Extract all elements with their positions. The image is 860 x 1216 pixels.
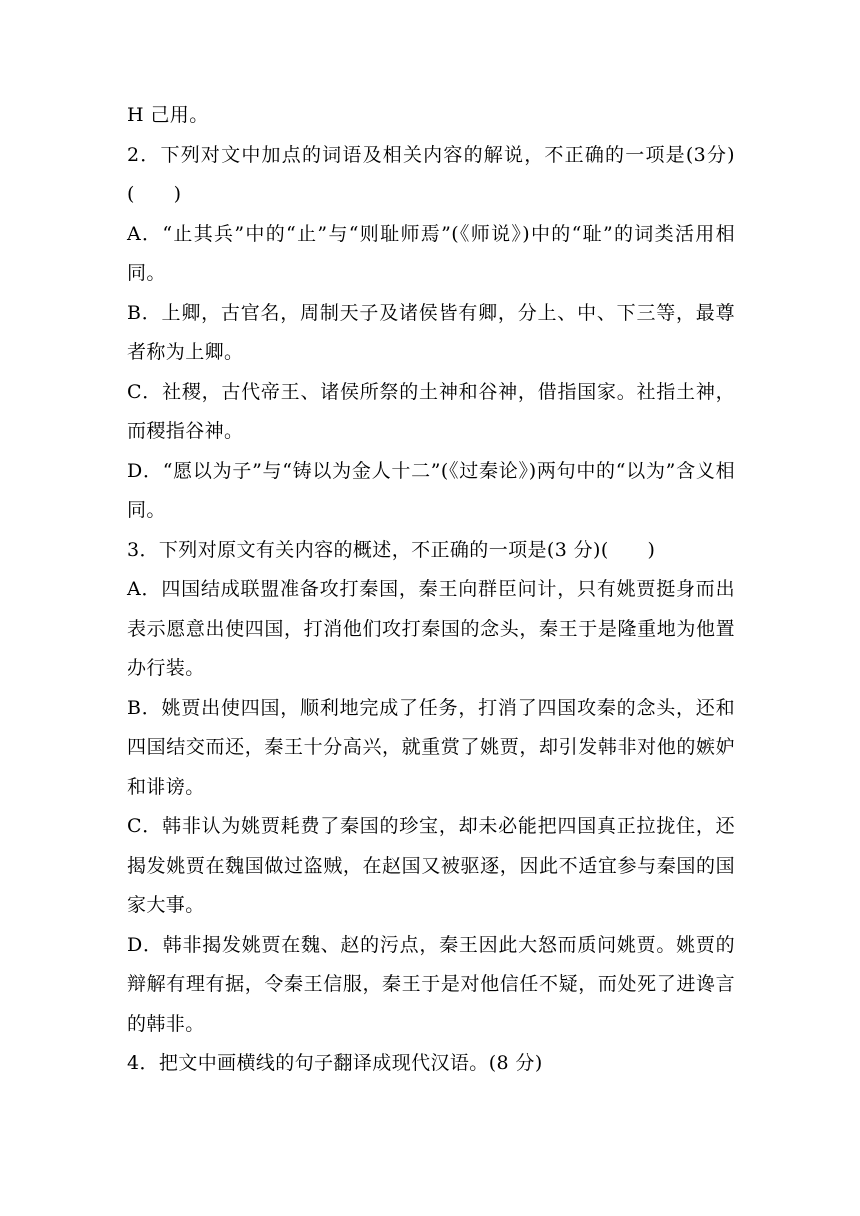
question-3-option-c: C．韩非认为姚贾耗费了秦国的珍宝，却未必能把四国真正拉拢住，还揭发姚贾在魏国做过盗贼，在赵国又被驱逐，因此不适宜参与秦国的国家大事。 [127,815,735,916]
question-2-option-c: C．社稷，古代帝王、诸侯所祭的土神和谷神，借指国家。社指土神，而稷指谷神。 [127,380,735,442]
question-3-option-b: B．姚贾出使四国，顺利地完成了任务，打消了四国攻秦的念头，还和四国结交而还，秦王十分高兴，就重赏了姚贾，却引发韩非对他的嫉妒和诽谤。 [127,696,735,798]
question-2-option-d: D．“愿以为子”与“铸以为金人十二”(《过秦论》)两句中的“以为”含义相同。 [127,459,735,521]
question-2: 2．下列对文中加点的词语及相关内容的解说，不正确的一项是(3分)( ) [127,143,735,205]
question-3-option-a: A．四国结成联盟准备攻打秦国，秦王向群臣问计，只有姚贾挺身而出表示愿意出使四国，打消他们攻打秦国的念头，秦王于是隆重地为他置办行装。 [127,578,735,679]
question-4: 4．把文中画横线的句子翻译成现代汉语。(8 分) [127,1052,543,1074]
question-3-option-d: D．韩非揭发姚贾在魏、赵的污点，秦王因此大怒而质问姚贾。姚贾的辩解有理有据，令秦王信服，秦王于是对他信任不疑，而处死了进谗言的韩非。 [127,933,735,1035]
question-3: 3．下列对原文有关内容的概述，不正确的一项是(3 分)( ) [127,538,656,561]
document-body [127,96,735,1084]
question-2-option-b: B．上卿，古官名，周制天子及诸侯皆有卿，分上、中、下三等，最尊者称为上卿。 [127,301,735,363]
paragraph-fragment: H 己用。 [127,104,209,126]
question-2-option-a: A．“止其兵”中的“止”与“则耻师焉”(《师说》)中的“耻”的词类活用相同。 [127,222,735,284]
